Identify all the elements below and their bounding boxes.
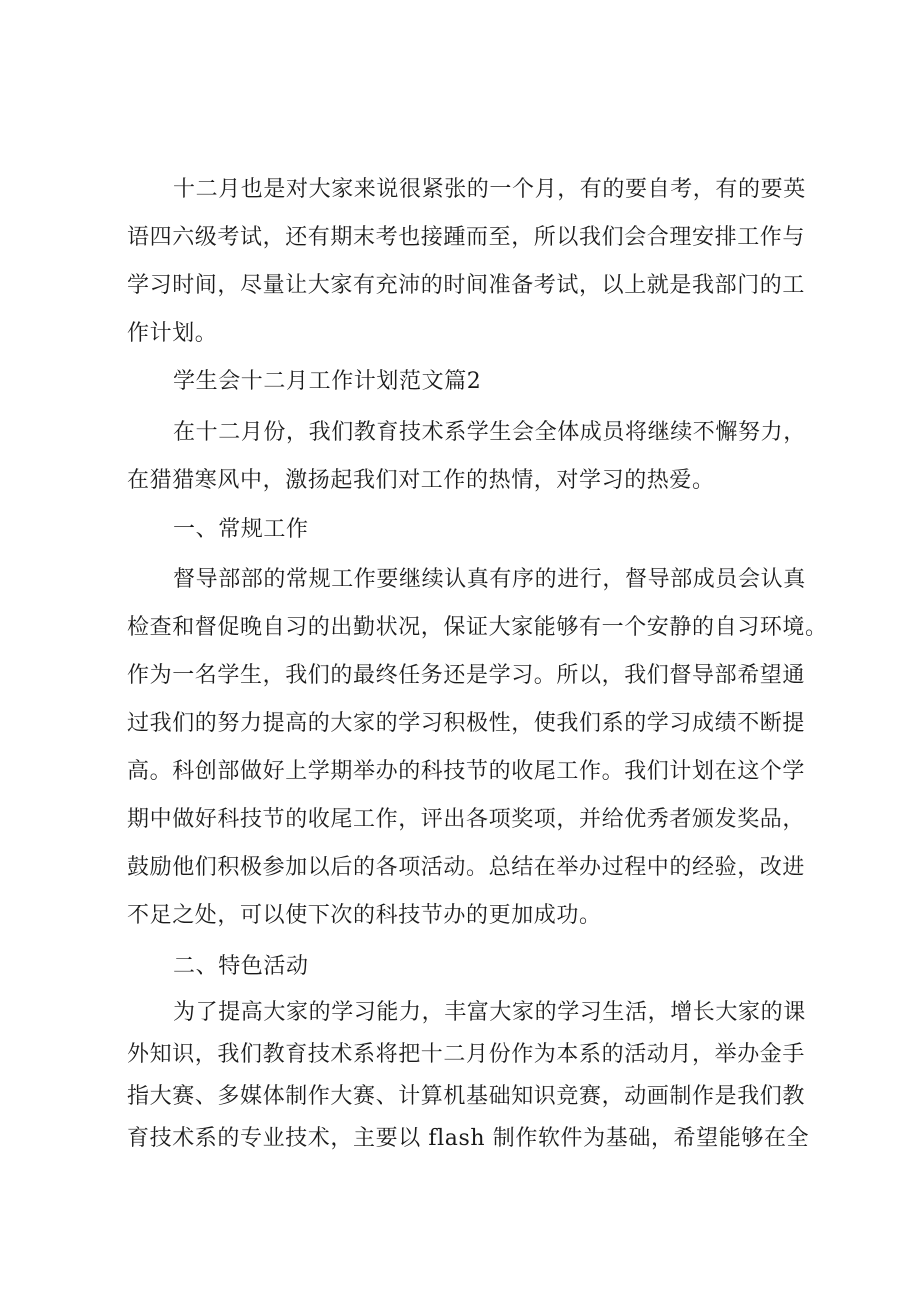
text-line: 不足之处，可以使下次的科技节办的更加成功。 (127, 903, 602, 928)
text-line: 在猎猎寒风中，激扬起我们对工作的热情，对学习的热爱。 (127, 468, 715, 493)
paragraph-routine-work (127, 556, 827, 940)
text-line: 作为一名学生，我们的最终任务还是学习。所以，我们督导部希望通 (127, 663, 806, 688)
paragraph-activities (127, 992, 827, 1160)
text-line: 鼓励他们积极参加以后的各项活动。总结在举办过程中的经验，改进 (127, 855, 806, 880)
text-line: 指大赛、多媒体制作大赛、计算机基础知识竞赛，动画制作是我们教 (127, 1084, 806, 1109)
text-line: 十二月也是对大家来说很紧张的一个月，有的要自考，有的要英 (173, 177, 806, 202)
text-line: 学习时间，尽量让大家有充沛的时间准备考试，以上就是我部门的工 (127, 273, 806, 298)
article-title: 学生会十二月工作计划范文篇2 (173, 369, 482, 394)
paragraph-exam-plan (127, 166, 827, 358)
text-line: 外知识，我们教育技术系将把十二月份作为本系的活动月，举办金手 (127, 1042, 806, 1067)
text-line: 过我们的努力提高的大家的学习积极性，使我们系的学习成绩不断提 (127, 711, 806, 736)
text-line: 督导部部的常规工作要继续认真有序的进行，督导部成员会认真 (173, 567, 806, 592)
text-line: 期中做好科技节的收尾工作，评出各项奖项，并给优秀者颁发奖品， (127, 807, 806, 832)
text-line: 高。科创部做好上学期举办的科技节的收尾工作。我们计划在这个学 (127, 759, 806, 784)
text-line: 为了提高大家的学习能力，丰富大家的学习生活，增长大家的课 (173, 1000, 806, 1025)
section-heading-activities: 二、特色活动 (173, 954, 309, 979)
text-line: 在十二月份，我们教育技术系学生会全体成员将继续不懈努力， (173, 420, 806, 445)
text-line: 育技术系的专业技术，主要以 flash 制作软件为基础，希望能够在全 (127, 1126, 810, 1151)
text-line: 作计划。 (127, 321, 218, 346)
section-heading-routine: 一、常规工作 (173, 517, 309, 542)
text-line: 检查和督促晚自习的出勤状况，保证大家能够有一个安静的自习环境。 (127, 615, 828, 640)
paragraph-intro (127, 409, 827, 505)
text-line: 语四六级考试，还有期末考也接踵而至，所以我们会合理安排工作与 (127, 225, 806, 250)
